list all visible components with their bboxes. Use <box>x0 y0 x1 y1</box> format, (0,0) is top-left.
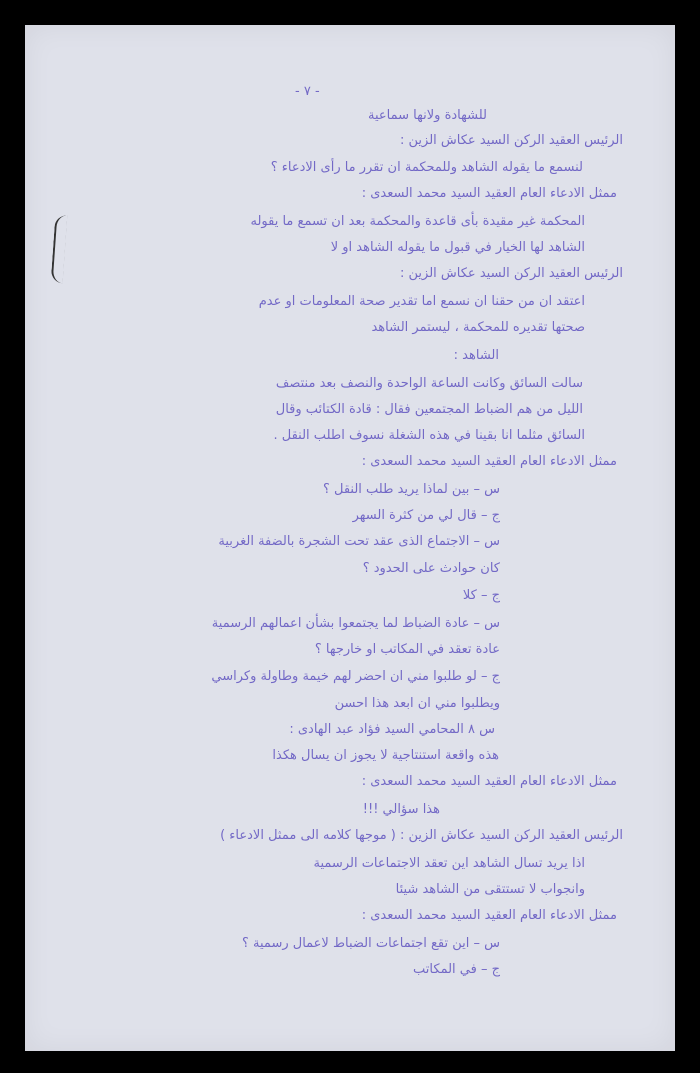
text-line: صحتها تقديره للمحكمة ، ليستمر الشاهد <box>371 320 585 335</box>
document-page <box>25 25 675 1051</box>
speaker-heading: الشاهد : <box>453 348 499 363</box>
text-line: الليل من هم الضباط المجتمعين فقال : قادة الكتائب وقال <box>275 402 583 417</box>
speaker-heading: س ٨ المحامي السيد فؤاد عبد الهادى : <box>289 722 495 737</box>
page-number: - ٧ - <box>295 84 320 99</box>
speaker-heading: ممثل الادعاء العام العقيد السيد محمد السعدى : <box>361 774 617 789</box>
text-line: هذه واقعة استنتاجية لا يجوز ان يسال هكذا <box>272 748 499 763</box>
text-line: وانجواب لا تستتقى من الشاهد شيئا <box>395 882 585 897</box>
speaker-heading: الرئيس العقيد الركن السيد عكاش الزين : ( موجها كلامه الى ممثل الادعاء ) <box>220 828 623 843</box>
speaker-heading: الرئيس العقيد الركن السيد عكاش الزين : <box>400 133 623 148</box>
speaker-heading: الرئيس العقيد الركن السيد عكاش الزين : <box>400 266 623 281</box>
text-line: س – بين لماذا يريد طلب النقل ؟ <box>322 482 500 497</box>
text-line: كان حوادث على الحدود ؟ <box>362 561 500 576</box>
text-line: الشاهد لها الخيار في قبول ما يقوله الشاهد او لا <box>330 240 585 255</box>
text-line: للشهادة ولانها سماعية <box>368 108 487 123</box>
text-line: المحكمة غير مقيدة بأى قاعدة والمحكمة بعد ان تسمع ما يقوله <box>250 214 585 229</box>
speaker-heading: ممثل الادعاء العام العقيد السيد محمد السعدى : <box>361 908 617 923</box>
text-line: اذا يريد تسال الشاهد اين تعقد الاجتماعات الرسمية <box>313 856 585 871</box>
text-line: السائق مثلما انا بقينا في هذه الشغلة نسوف اطلب النقل . <box>273 428 585 443</box>
text-line: لنسمع ما يقوله الشاهد وللمحكمة ان تقرر ما رأى الادعاء ؟ <box>270 160 583 175</box>
text-line: س – عادة الضباط لما يجتمعوا بشأن اعمالهم الرسمية <box>211 616 500 631</box>
text-line: سالت السائق وكانت الساعة الواحدة والنصف بعد منتصف <box>275 376 583 391</box>
text-line: ج – في المكاتب <box>413 962 500 977</box>
text-line: عادة تعقد في المكاتب او خارجها ؟ <box>314 642 500 657</box>
text-line: اعتقد ان من حقنا ان نسمع اما تقدير صحة المعلومات او عدم <box>258 294 585 309</box>
text-line: س – الاجتماع الذى عقد تحت الشجرة بالضفة الغربية <box>218 534 500 549</box>
speaker-heading: ممثل الادعاء العام العقيد السيد محمد السعدى : <box>361 186 617 201</box>
text-line: ويطلبوا مني ان ابعد هذا احسن <box>334 696 500 711</box>
margin-pen-mark <box>51 215 68 284</box>
text-line: ج – لو طلبوا مني ان احضر لهم خيمة وطاولة وكراسي <box>211 669 500 684</box>
text-line: ج – كلا <box>462 588 500 603</box>
text-line: س – اين تقع اجتماعات الضباط لاعمال رسمية ؟ <box>242 936 500 951</box>
text-line: ج – قال لي من كثرة السهر <box>352 508 500 523</box>
speaker-heading: ممثل الادعاء العام العقيد السيد محمد السعدى : <box>361 454 617 469</box>
text-line: هذا سؤالي !!! <box>362 802 440 817</box>
